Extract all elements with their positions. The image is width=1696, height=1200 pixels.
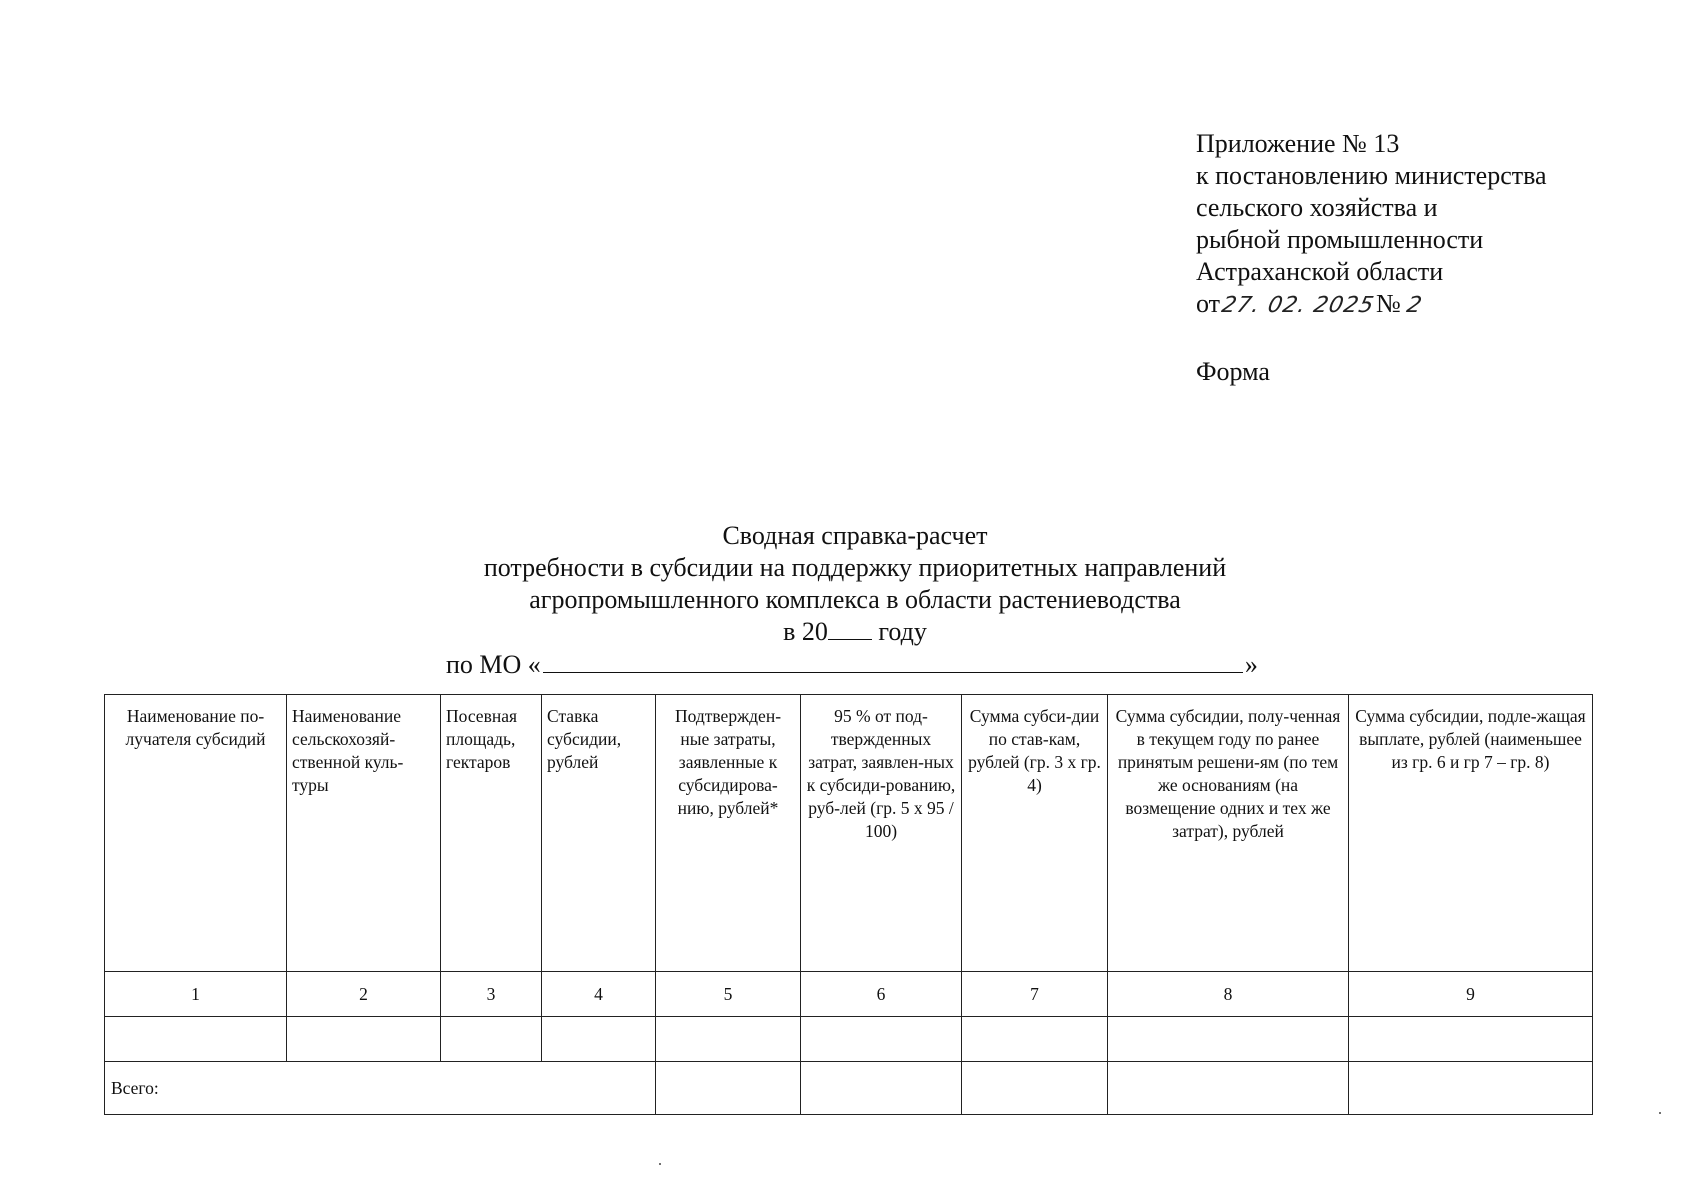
title-line-1: Сводная справка-расчет — [722, 521, 988, 550]
table-cell — [1349, 1062, 1593, 1115]
column-number: 2 — [287, 972, 441, 1017]
appendix-line: Приложение № 13 — [1196, 129, 1400, 158]
handwritten-date: 27. 02. 2025 — [1219, 293, 1377, 318]
total-label: Всего: — [105, 1062, 656, 1115]
table-cell — [962, 1062, 1108, 1115]
header-cell: Посевная площадь, гектаров — [441, 695, 542, 972]
handwritten-number: 2 — [1404, 293, 1425, 318]
form-label: Форма — [1196, 357, 1270, 386]
date-prefix: от — [1196, 289, 1221, 318]
table-cell — [105, 1017, 287, 1062]
column-number: 5 — [656, 972, 801, 1017]
scan-speck — [659, 1163, 661, 1165]
column-number-row — [105, 972, 1593, 1017]
column-number: 8 — [1108, 972, 1349, 1017]
column-number: 3 — [441, 972, 542, 1017]
scan-speck — [1659, 1112, 1661, 1114]
column-number: 7 — [962, 972, 1108, 1017]
appendix-line: рыбной промышленности — [1196, 225, 1484, 254]
year-prefix: в 20 — [783, 617, 828, 646]
appendix-line: Астраханской области — [1196, 257, 1444, 286]
decree-date-line — [1196, 288, 1666, 322]
table-cell — [801, 1062, 962, 1115]
title-line-3: агропромышленного комплекса в области растениеводства — [529, 585, 1181, 614]
header-cell: Сумма субсидии, полу-ченная в текущем году по ранее принятым решени-ям (по тем же основаниям (на возмещение одних и тех же затрат), рублей — [1108, 695, 1349, 972]
table-row — [105, 1017, 1593, 1062]
total-row — [105, 1062, 1593, 1115]
appendix-line: сельского хозяйства и — [1196, 193, 1438, 222]
header-cell: 95 % от под-твержденных затрат, заявлен-ных к субсиди-рованию, руб-лей (гр. 5 х 95 / 100) — [801, 695, 962, 972]
table-cell — [962, 1017, 1108, 1062]
year-line — [330, 616, 1380, 648]
table-cell — [1108, 1062, 1349, 1115]
table-cell — [287, 1017, 441, 1062]
table-cell — [1108, 1017, 1349, 1062]
year-blank — [828, 617, 872, 640]
column-number: 6 — [801, 972, 962, 1017]
subsidy-calculation-table — [104, 694, 1593, 1115]
mo-suffix: » — [1244, 650, 1258, 679]
table-header-row — [105, 695, 1593, 972]
table-cell — [542, 1017, 656, 1062]
title-line-2: потребности в субсидии на поддержку приоритетных направлений — [483, 553, 1227, 582]
appendix-line: к постановлению министерства — [1196, 161, 1547, 190]
appendix-block — [1196, 128, 1666, 322]
header-cell: Ставка субсидии, рублей — [542, 695, 656, 972]
header-cell: Наименование по-лучателя субсидий — [105, 695, 287, 972]
header-cell: Сумма субсидии, подле-жащая выплате, рублей (наименьшее из гр. 6 и гр 7 – гр. 8) — [1349, 695, 1593, 972]
column-number: 9 — [1349, 972, 1593, 1017]
table-cell — [801, 1017, 962, 1062]
municipality-line — [446, 648, 1258, 681]
table-cell — [1349, 1017, 1593, 1062]
table-cell — [656, 1017, 801, 1062]
header-cell: Подтвержден-ные затраты, заявленные к субсидирова-нию, рублей* — [656, 695, 801, 972]
number-label: № — [1375, 289, 1401, 318]
year-suffix: году — [878, 617, 927, 646]
table-cell — [441, 1017, 542, 1062]
table-cell — [656, 1062, 801, 1115]
document-title — [330, 520, 1380, 648]
column-number: 1 — [105, 972, 287, 1017]
header-cell: Сумма субси-дии по став-кам, рублей (гр. 3 х гр. 4) — [962, 695, 1108, 972]
mo-blank — [543, 648, 1243, 673]
header-cell: Наименование сельскохозяй-ственной куль-туры — [287, 695, 441, 972]
mo-prefix: по МО « — [446, 650, 541, 679]
column-number: 4 — [542, 972, 656, 1017]
